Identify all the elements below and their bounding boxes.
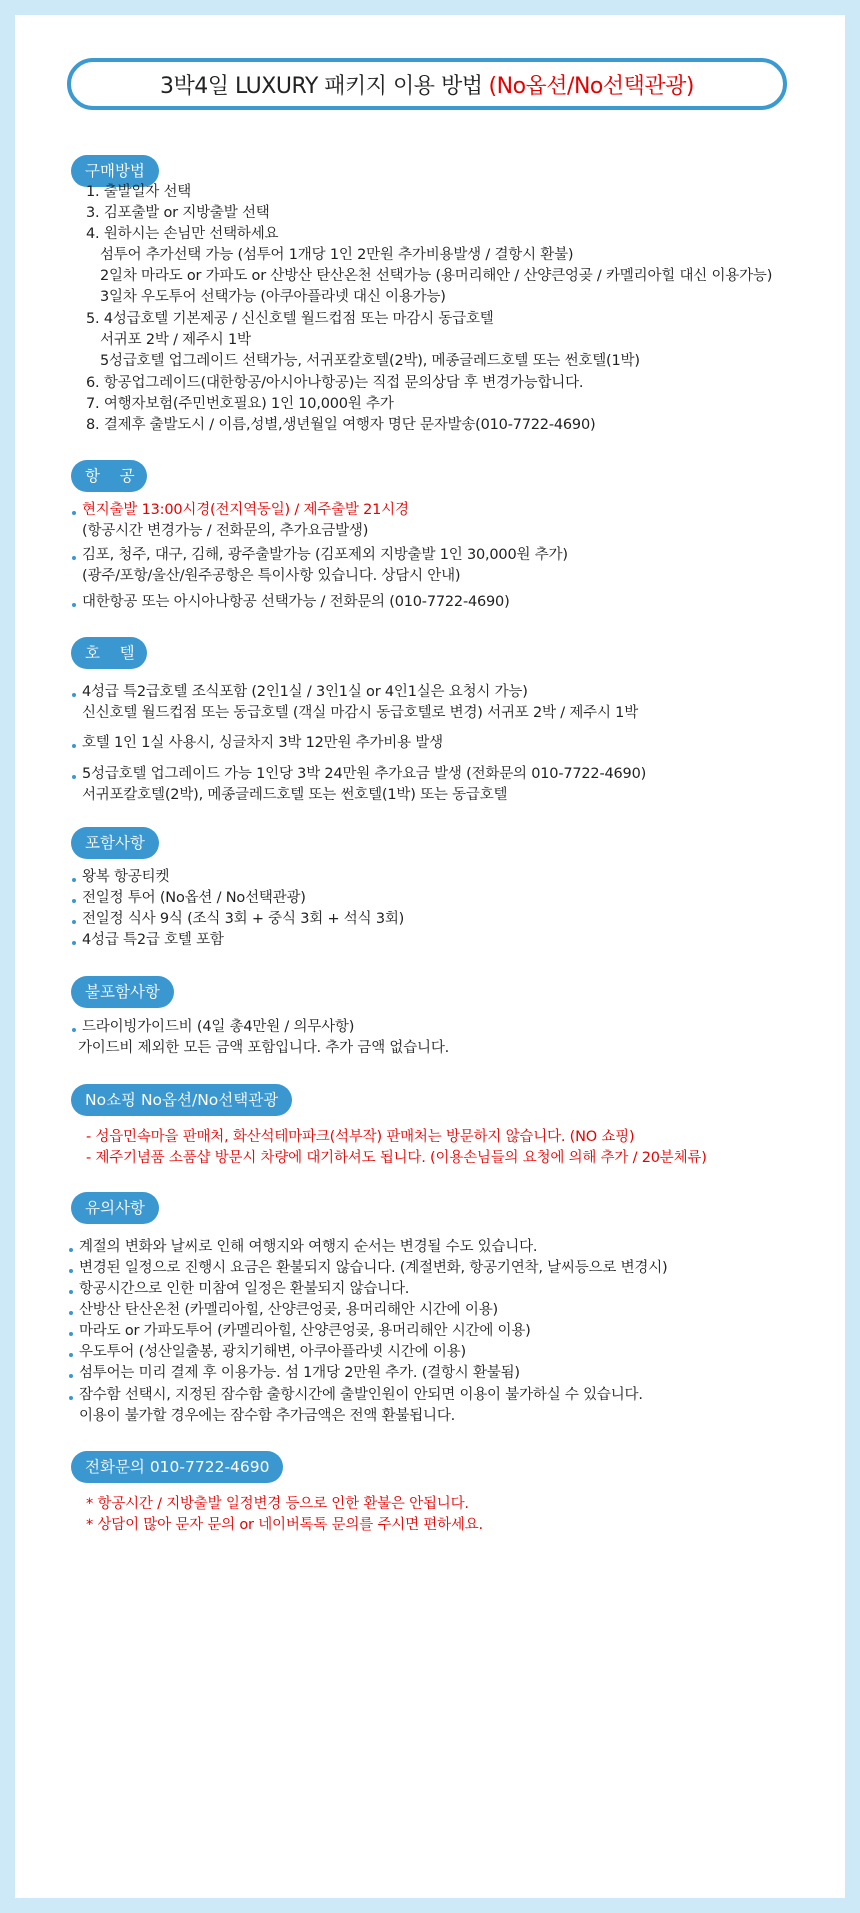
section-heading-notes: 유의사항 (71, 1192, 159, 1224)
page-title (67, 58, 787, 110)
purchase-line: 5. 4성급호텔 기본제공 / 신신호텔 월드컵점 또는 마감시 동급호텔 (86, 311, 494, 327)
flight-item-detail: (광주/포항/울산/원주공항은 특이사항 있습니다. 상담시 안내) (82, 568, 461, 584)
purchase-line: 2일차 마라도 or 가파도 or 산방산 탄산온천 선택가능 (용머리해안 / 산양큰엉곶 / 카멜리아힐 대신 이용가능) (100, 268, 773, 284)
flight-item: 현지출발 13:00시경(전지역동일) / 제주출발 21시경 (82, 502, 409, 518)
note-item: 우도투어 (성산일출봉, 광치기해변, 아쿠아플라넷 시간에 이용) (79, 1344, 466, 1360)
note-item: 잠수함 선택시, 지정된 잠수함 출항시간에 출발인원이 안되면 이용이 불가하실 수 있습니다. (79, 1387, 643, 1403)
purchase-line: 3. 김포출발 or 지방출발 선택 (86, 205, 270, 221)
section-heading-included: 포함사항 (71, 827, 159, 859)
purchase-line: 7. 여행자보험(주민번호필요) 1인 10,000원 추가 (86, 396, 394, 412)
purchase-line: 3일차 우도투어 선택가능 (아쿠아플라넷 대신 이용가능) (100, 289, 446, 305)
flight-item-detail: (항공시간 변경가능 / 전화문의, 추가요금발생) (82, 523, 369, 539)
flight-item: 김포, 청주, 대구, 김해, 광주출발가능 (김포제외 지방출발 1인 30,000원 추가) (82, 547, 568, 563)
section-heading-contact: 전화문의 010-7722-4690 (71, 1451, 283, 1483)
section-heading-excluded: 불포함사항 (71, 976, 174, 1008)
purchase-line: 1. 출발일자 선택 (86, 184, 192, 200)
included-item: 4성급 특2급 호텔 포함 (82, 932, 224, 948)
purchase-line: 섬투어 추가선택 가능 (섬투어 1개당 1인 2만원 추가비용발생 / 결항시 환불) (100, 247, 574, 263)
note-item: 변경된 일정으로 진행시 요금은 환불되지 않습니다. (계절변화, 항공기연착, 날씨등으로 변경시) (79, 1260, 668, 1276)
content-card (15, 15, 845, 1898)
noshopping-line: - 성읍민속마을 판매처, 화산석테마파크(석부작) 판매처는 방문하지 않습니다. (NO 쇼핑) (86, 1129, 635, 1145)
section-heading-hotel: 호 텔 (71, 637, 147, 669)
purchase-line: 5성급호텔 업그레이드 선택가능, 서귀포칼호텔(2박), 메종글레드호텔 또는 썬호텔(1박) (100, 353, 640, 369)
hotel-item-detail: 신신호텔 월드컵점 또는 동급호텔 (객실 마감시 동급호텔로 변경) 서귀포 2박 / 제주시 1박 (82, 705, 638, 721)
section-heading-flight: 항 공 (71, 460, 147, 492)
title-highlight: (No옵션/No선택관광) (488, 73, 694, 99)
purchase-line: 서귀포 2박 / 제주시 1박 (100, 332, 251, 348)
section-heading-noshopping: No쇼핑 No옵션/No선택관광 (71, 1084, 292, 1116)
note-item: 섬투어는 미리 결제 후 이용가능. 섬 1개당 2만원 추가. (결항시 환불됨) (79, 1365, 520, 1381)
hotel-item: 5성급호텔 업그레이드 가능 1인당 3박 24만원 추가요금 발생 (전화문의 010-7722-4690) (82, 766, 647, 782)
note-item: 마라도 or 가파도투어 (카멜리아힐, 산양큰엉곶, 용머리해안 시간에 이용) (79, 1323, 531, 1339)
hotel-item: 호텔 1인 1실 사용시, 싱글차지 3박 12만원 추가비용 발생 (82, 735, 443, 751)
purchase-line: 8. 결제후 출발도시 / 이름,성별,생년월일 여행자 명단 문자발송(010-7722-4690) (86, 417, 596, 433)
included-item: 전일정 식사 9식 (조식 3회 + 중식 3회 + 석식 3회) (82, 911, 405, 927)
contact-line: * 항공시간 / 지방출발 일정변경 등으로 인한 환불은 안됩니다. (86, 1496, 469, 1512)
noshopping-line: - 제주기념품 소품샵 방문시 차량에 대기하셔도 됩니다. (이용손님들의 요청에 의해 추가 / 20분체류) (86, 1150, 707, 1166)
section-heading-purchase: 구매방법 (71, 155, 159, 187)
contact-line: * 상담이 많아 문자 문의 or 네이버톡톡 문의를 주시면 편하세요. (86, 1517, 483, 1533)
note-item: 산방산 탄산온천 (카멜리아힐, 산양큰엉곶, 용머리해안 시간에 이용) (79, 1302, 498, 1318)
purchase-line: 6. 항공업그레이드(대한항공/아시아나항공)는 직접 문의상담 후 변경가능합니다. (86, 375, 584, 391)
title-main: 3박4일 LUXURY 패키지 이용 방법 (160, 73, 483, 99)
note-item-detail: 이용이 불가할 경우에는 잠수함 추가금액은 전액 환불됩니다. (79, 1408, 456, 1424)
hotel-item-detail: 서귀포칼호텔(2박), 메종글레드호텔 또는 썬호텔(1박) 또는 동급호텔 (82, 787, 508, 803)
note-item: 항공시간으로 인한 미참여 일정은 환불되지 않습니다. (79, 1281, 410, 1297)
purchase-line: 4. 원하시는 손님만 선택하세요 (86, 226, 279, 242)
included-item: 전일정 투어 (No옵션 / No선택관광) (82, 890, 306, 906)
included-item: 왕복 항공티켓 (82, 869, 170, 885)
excluded-item: 드라이빙가이드비 (4일 총4만원 / 의무사항) (82, 1019, 355, 1035)
note-item: 계절의 변화와 날씨로 인해 여행지와 여행지 순서는 변경될 수도 있습니다. (79, 1239, 538, 1255)
flight-item: 대한항공 또는 아시아나항공 선택가능 / 전화문의 (010-7722-4690) (82, 594, 510, 610)
excluded-item-detail: 가이드비 제외한 모든 금액 포함입니다. 추가 금액 없습니다. (78, 1040, 450, 1056)
hotel-item: 4성급 특2급호텔 조식포함 (2인1실 / 3인1실 or 4인1실은 요청시 가능) (82, 684, 528, 700)
